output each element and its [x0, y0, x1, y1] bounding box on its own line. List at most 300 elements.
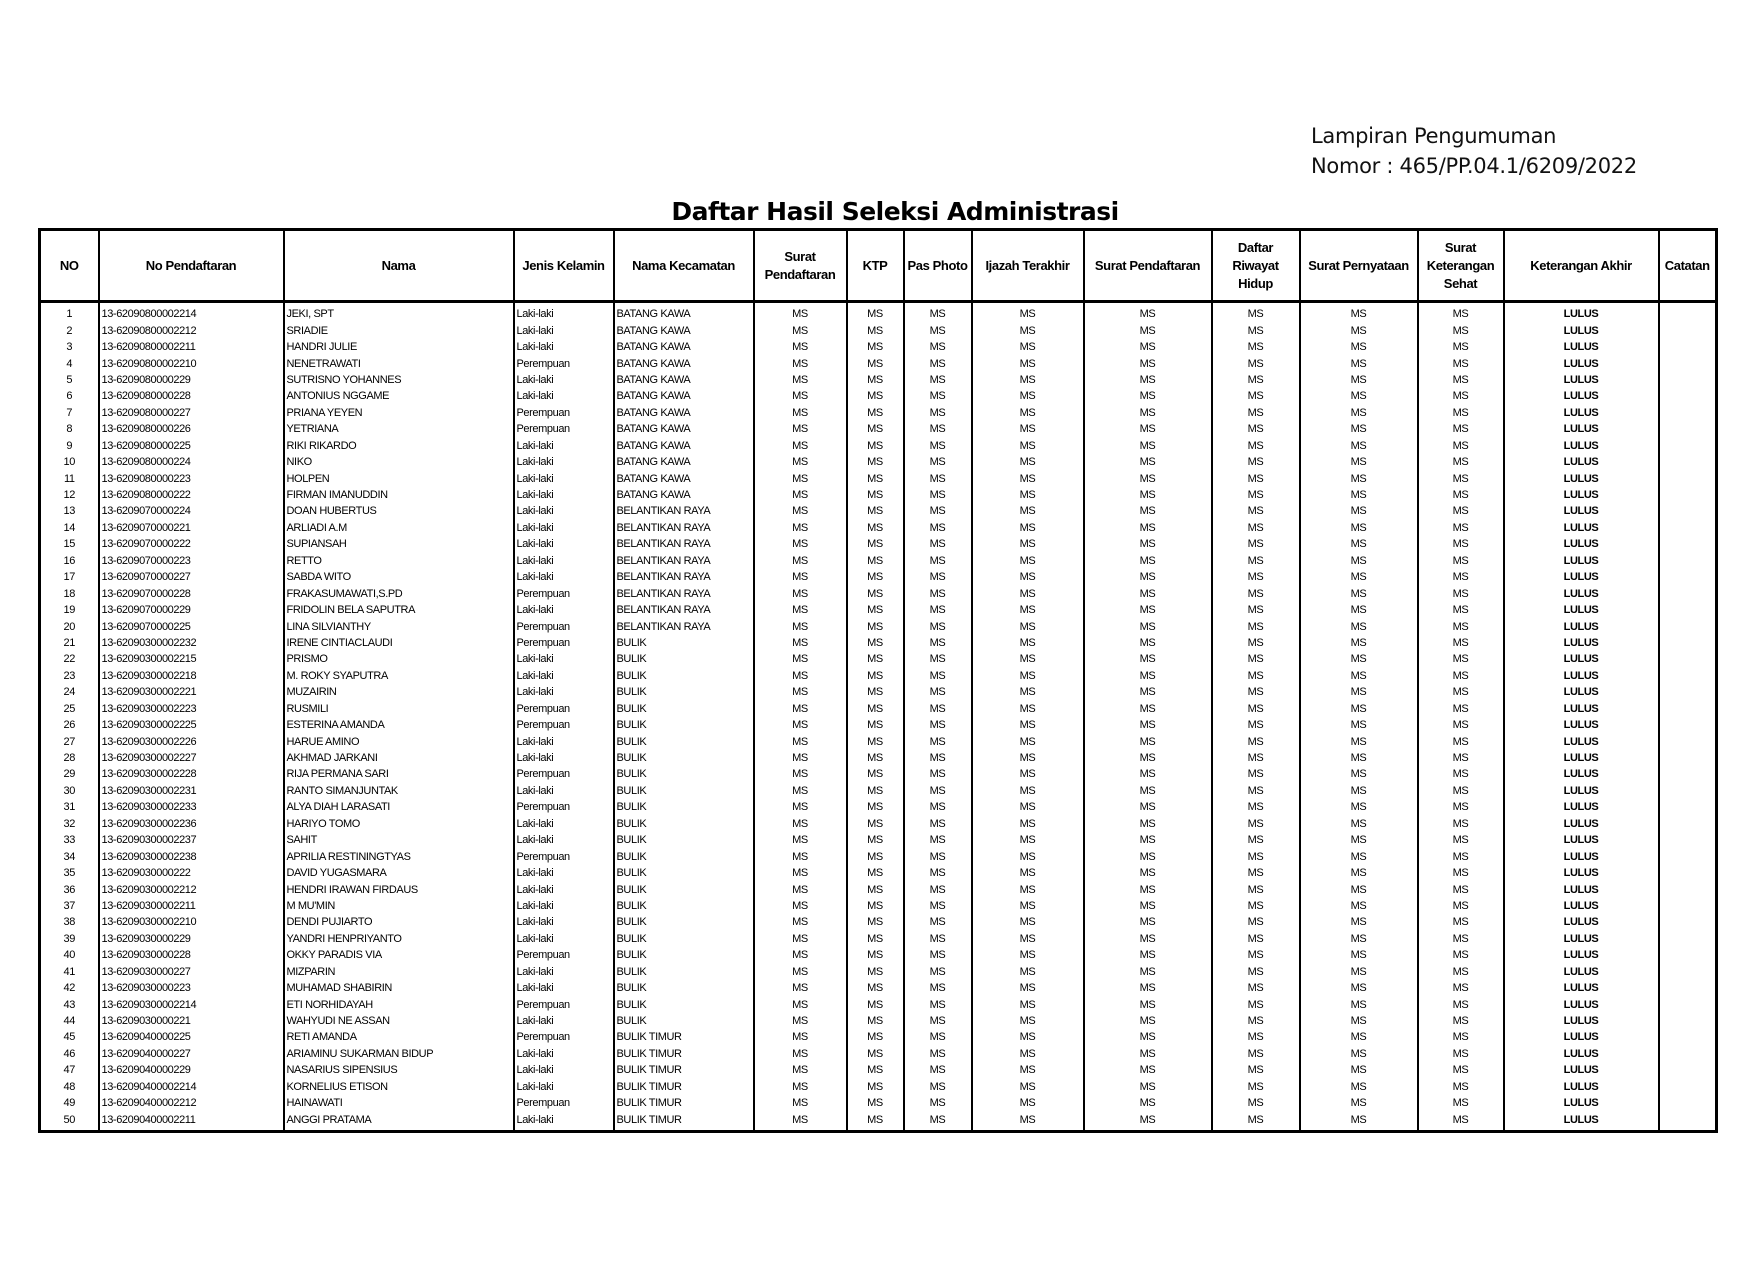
cell-no: 20	[40, 618, 99, 634]
cell-photo: MS	[904, 470, 972, 486]
cell-ktp: MS	[847, 816, 904, 832]
cell-ktp: MS	[847, 405, 904, 421]
cell-statement-letter: MS	[1300, 733, 1418, 749]
cell-notes	[1659, 980, 1717, 996]
cell-name: YETRIANA	[284, 421, 514, 437]
cell-photo: MS	[904, 996, 972, 1012]
cell-registration-number: 13-62090800002214	[99, 302, 284, 323]
cell-curriculum-vitae: MS	[1212, 799, 1300, 815]
cell-registration-letter: MS	[754, 964, 847, 980]
cell-registration-number: 13-6209030000223	[99, 980, 284, 996]
cell-curriculum-vitae: MS	[1212, 536, 1300, 552]
table-row	[40, 717, 1717, 733]
cell-registration-letter-2: MS	[1084, 503, 1212, 519]
cell-photo: MS	[904, 487, 972, 503]
cell-district: BELANTIKAN RAYA	[614, 503, 754, 519]
cell-health-certificate: MS	[1418, 421, 1504, 437]
cell-health-certificate: MS	[1418, 668, 1504, 684]
table-row	[40, 1111, 1717, 1131]
cell-registration-number: 13-62090300002226	[99, 733, 284, 749]
header-health-certificate: Surat Keterangan Sehat	[1418, 230, 1504, 302]
cell-curriculum-vitae: MS	[1212, 421, 1300, 437]
cell-district: BULIK	[614, 980, 754, 996]
cell-registration-number: 13-6209030000221	[99, 1013, 284, 1029]
cell-final-result: LULUS	[1504, 980, 1659, 996]
cell-health-certificate: MS	[1418, 1111, 1504, 1131]
cell-district: BULIK	[614, 931, 754, 947]
cell-curriculum-vitae: MS	[1212, 980, 1300, 996]
cell-statement-letter: MS	[1300, 766, 1418, 782]
cell-health-certificate: MS	[1418, 438, 1504, 454]
cell-district: BULIK	[614, 701, 754, 717]
cell-ktp: MS	[847, 1111, 904, 1131]
cell-registration-letter-2: MS	[1084, 684, 1212, 700]
cell-gender: Laki-laki	[514, 1062, 614, 1078]
cell-statement-letter: MS	[1300, 438, 1418, 454]
cell-name: AKHMAD JARKANI	[284, 750, 514, 766]
cell-district: BULIK	[614, 668, 754, 684]
cell-gender: Laki-laki	[514, 339, 614, 355]
cell-statement-letter: MS	[1300, 503, 1418, 519]
cell-photo: MS	[904, 947, 972, 963]
cell-name: NENETRAWATI	[284, 355, 514, 371]
cell-district: BATANG KAWA	[614, 470, 754, 486]
cell-registration-number: 13-6209080000229	[99, 372, 284, 388]
cell-registration-letter: MS	[754, 470, 847, 486]
cell-gender: Laki-laki	[514, 898, 614, 914]
cell-district: BATANG KAWA	[614, 339, 754, 355]
cell-last-diploma: MS	[972, 783, 1084, 799]
cell-registration-number: 13-6209030000228	[99, 947, 284, 963]
cell-notes	[1659, 701, 1717, 717]
cell-district: BULIK	[614, 635, 754, 651]
cell-ktp: MS	[847, 832, 904, 848]
cell-name: M MU'MIN	[284, 898, 514, 914]
cell-health-certificate: MS	[1418, 585, 1504, 601]
cell-registration-number: 13-62090300002214	[99, 996, 284, 1012]
cell-registration-letter-2: MS	[1084, 470, 1212, 486]
cell-photo: MS	[904, 553, 972, 569]
cell-notes	[1659, 947, 1717, 963]
cell-last-diploma: MS	[972, 865, 1084, 881]
cell-notes	[1659, 783, 1717, 799]
cell-final-result: LULUS	[1504, 1013, 1659, 1029]
cell-final-result: LULUS	[1504, 816, 1659, 832]
cell-gender: Laki-laki	[514, 520, 614, 536]
cell-no: 46	[40, 1046, 99, 1062]
cell-registration-number: 13-62090400002214	[99, 1079, 284, 1095]
cell-gender: Perempuan	[514, 701, 614, 717]
cell-last-diploma: MS	[972, 651, 1084, 667]
cell-gender: Laki-laki	[514, 914, 614, 930]
cell-last-diploma: MS	[972, 585, 1084, 601]
cell-statement-letter: MS	[1300, 947, 1418, 963]
cell-registration-letter-2: MS	[1084, 733, 1212, 749]
cell-registration-number: 13-6209070000224	[99, 503, 284, 519]
cell-no: 29	[40, 766, 99, 782]
cell-photo: MS	[904, 635, 972, 651]
cell-health-certificate: MS	[1418, 750, 1504, 766]
cell-statement-letter: MS	[1300, 536, 1418, 552]
cell-health-certificate: MS	[1418, 470, 1504, 486]
table-header-row	[40, 230, 1717, 302]
cell-ktp: MS	[847, 618, 904, 634]
cell-name: OKKY PARADIS VIA	[284, 947, 514, 963]
cell-registration-number: 13-62090300002238	[99, 848, 284, 864]
cell-final-result: LULUS	[1504, 421, 1659, 437]
cell-curriculum-vitae: MS	[1212, 454, 1300, 470]
cell-health-certificate: MS	[1418, 1046, 1504, 1062]
cell-name: PRIANA YEYEN	[284, 405, 514, 421]
cell-final-result: LULUS	[1504, 388, 1659, 404]
cell-no: 25	[40, 701, 99, 717]
cell-statement-letter: MS	[1300, 750, 1418, 766]
cell-statement-letter: MS	[1300, 388, 1418, 404]
cell-health-certificate: MS	[1418, 618, 1504, 634]
cell-no: 33	[40, 832, 99, 848]
cell-registration-letter-2: MS	[1084, 1095, 1212, 1111]
cell-registration-letter: MS	[754, 421, 847, 437]
cell-registration-letter: MS	[754, 881, 847, 897]
cell-district: BELANTIKAN RAYA	[614, 553, 754, 569]
cell-registration-letter-2: MS	[1084, 454, 1212, 470]
cell-last-diploma: MS	[972, 668, 1084, 684]
cell-name: SAHIT	[284, 832, 514, 848]
cell-registration-number: 13-62090300002218	[99, 668, 284, 684]
cell-name: DENDI PUJIARTO	[284, 914, 514, 930]
cell-ktp: MS	[847, 1079, 904, 1095]
cell-notes	[1659, 618, 1717, 634]
cell-gender: Laki-laki	[514, 503, 614, 519]
cell-statement-letter: MS	[1300, 799, 1418, 815]
cell-gender: Perempuan	[514, 996, 614, 1012]
cell-curriculum-vitae: MS	[1212, 339, 1300, 355]
cell-final-result: LULUS	[1504, 750, 1659, 766]
cell-registration-letter: MS	[754, 487, 847, 503]
cell-final-result: LULUS	[1504, 553, 1659, 569]
cell-registration-number: 13-62090300002210	[99, 914, 284, 930]
cell-statement-letter: MS	[1300, 355, 1418, 371]
cell-ktp: MS	[847, 635, 904, 651]
cell-registration-letter-2: MS	[1084, 520, 1212, 536]
cell-photo: MS	[904, 454, 972, 470]
cell-no: 6	[40, 388, 99, 404]
cell-no: 15	[40, 536, 99, 552]
cell-registration-number: 13-62090300002223	[99, 701, 284, 717]
cell-curriculum-vitae: MS	[1212, 898, 1300, 914]
cell-photo: MS	[904, 1029, 972, 1045]
cell-no: 39	[40, 931, 99, 947]
cell-curriculum-vitae: MS	[1212, 503, 1300, 519]
cell-district: BULIK	[614, 816, 754, 832]
cell-district: BULIK	[614, 832, 754, 848]
cell-last-diploma: MS	[972, 503, 1084, 519]
cell-final-result: LULUS	[1504, 454, 1659, 470]
cell-notes	[1659, 470, 1717, 486]
cell-ktp: MS	[847, 783, 904, 799]
cell-registration-number: 13-62090300002212	[99, 881, 284, 897]
cell-registration-letter-2: MS	[1084, 750, 1212, 766]
cell-final-result: LULUS	[1504, 799, 1659, 815]
cell-district: BULIK	[614, 898, 754, 914]
cell-notes	[1659, 322, 1717, 338]
table-row	[40, 322, 1717, 338]
cell-registration-number: 13-62090300002231	[99, 783, 284, 799]
cell-registration-number: 13-62090300002232	[99, 635, 284, 651]
cell-final-result: LULUS	[1504, 701, 1659, 717]
cell-gender: Laki-laki	[514, 651, 614, 667]
cell-photo: MS	[904, 848, 972, 864]
cell-last-diploma: MS	[972, 964, 1084, 980]
cell-district: BULIK	[614, 881, 754, 897]
table-row	[40, 865, 1717, 881]
cell-gender: Perempuan	[514, 717, 614, 733]
table-row	[40, 898, 1717, 914]
cell-final-result: LULUS	[1504, 832, 1659, 848]
cell-name: RUSMILI	[284, 701, 514, 717]
cell-registration-letter: MS	[754, 1079, 847, 1095]
header-registration-number: No Pendaftaran	[99, 230, 284, 302]
cell-registration-letter: MS	[754, 980, 847, 996]
cell-statement-letter: MS	[1300, 1013, 1418, 1029]
cell-gender: Laki-laki	[514, 536, 614, 552]
cell-statement-letter: MS	[1300, 996, 1418, 1012]
cell-registration-letter-2: MS	[1084, 701, 1212, 717]
cell-curriculum-vitae: MS	[1212, 964, 1300, 980]
cell-gender: Laki-laki	[514, 750, 614, 766]
cell-notes	[1659, 553, 1717, 569]
cell-registration-number: 13-6209040000225	[99, 1029, 284, 1045]
cell-gender: Laki-laki	[514, 1079, 614, 1095]
cell-last-diploma: MS	[972, 733, 1084, 749]
cell-photo: MS	[904, 865, 972, 881]
cell-no: 41	[40, 964, 99, 980]
cell-final-result: LULUS	[1504, 964, 1659, 980]
cell-photo: MS	[904, 520, 972, 536]
cell-final-result: LULUS	[1504, 618, 1659, 634]
cell-registration-letter-2: MS	[1084, 832, 1212, 848]
cell-statement-letter: MS	[1300, 339, 1418, 355]
cell-last-diploma: MS	[972, 438, 1084, 454]
cell-no: 27	[40, 733, 99, 749]
cell-notes	[1659, 816, 1717, 832]
cell-ktp: MS	[847, 980, 904, 996]
cell-no: 1	[40, 302, 99, 323]
cell-last-diploma: MS	[972, 553, 1084, 569]
cell-statement-letter: MS	[1300, 816, 1418, 832]
cell-ktp: MS	[847, 339, 904, 355]
cell-gender: Laki-laki	[514, 733, 614, 749]
cell-registration-letter: MS	[754, 1095, 847, 1111]
cell-curriculum-vitae: MS	[1212, 1111, 1300, 1131]
cell-last-diploma: MS	[972, 1095, 1084, 1111]
cell-ktp: MS	[847, 865, 904, 881]
table-row	[40, 733, 1717, 749]
table-row	[40, 1095, 1717, 1111]
cell-curriculum-vitae: MS	[1212, 438, 1300, 454]
cell-registration-number: 13-6209080000223	[99, 470, 284, 486]
cell-health-certificate: MS	[1418, 684, 1504, 700]
cell-registration-number: 13-62090300002211	[99, 898, 284, 914]
cell-name: JEKI, SPT	[284, 302, 514, 323]
cell-notes	[1659, 766, 1717, 782]
cell-district: BELANTIKAN RAYA	[614, 585, 754, 601]
cell-no: 14	[40, 520, 99, 536]
cell-no: 28	[40, 750, 99, 766]
cell-notes	[1659, 503, 1717, 519]
cell-registration-letter: MS	[754, 585, 847, 601]
cell-last-diploma: MS	[972, 980, 1084, 996]
cell-curriculum-vitae: MS	[1212, 1029, 1300, 1045]
cell-no: 32	[40, 816, 99, 832]
cell-ktp: MS	[847, 322, 904, 338]
cell-registration-letter-2: MS	[1084, 487, 1212, 503]
cell-registration-letter: MS	[754, 1029, 847, 1045]
cell-notes	[1659, 1029, 1717, 1045]
cell-registration-letter: MS	[754, 520, 847, 536]
cell-registration-letter-2: MS	[1084, 1111, 1212, 1131]
table-row	[40, 684, 1717, 700]
cell-curriculum-vitae: MS	[1212, 553, 1300, 569]
cell-photo: MS	[904, 931, 972, 947]
cell-registration-letter: MS	[754, 322, 847, 338]
cell-health-certificate: MS	[1418, 372, 1504, 388]
cell-notes	[1659, 881, 1717, 897]
cell-statement-letter: MS	[1300, 569, 1418, 585]
cell-last-diploma: MS	[972, 701, 1084, 717]
cell-name: DAVID YUGASMARA	[284, 865, 514, 881]
cell-notes	[1659, 733, 1717, 749]
cell-notes	[1659, 1095, 1717, 1111]
cell-statement-letter: MS	[1300, 651, 1418, 667]
cell-last-diploma: MS	[972, 1029, 1084, 1045]
cell-name: RETTO	[284, 553, 514, 569]
cell-registration-letter: MS	[754, 339, 847, 355]
cell-registration-number: 13-62090300002237	[99, 832, 284, 848]
cell-gender: Laki-laki	[514, 964, 614, 980]
cell-registration-number: 13-6209080000228	[99, 388, 284, 404]
cell-registration-letter: MS	[754, 848, 847, 864]
cell-last-diploma: MS	[972, 355, 1084, 371]
cell-name: ARIAMINU SUKARMAN BIDUP	[284, 1046, 514, 1062]
cell-photo: MS	[904, 421, 972, 437]
cell-registration-letter-2: MS	[1084, 964, 1212, 980]
cell-final-result: LULUS	[1504, 1111, 1659, 1131]
cell-health-certificate: MS	[1418, 1095, 1504, 1111]
cell-name: SUPIANSAH	[284, 536, 514, 552]
cell-no: 34	[40, 848, 99, 864]
table-row	[40, 1062, 1717, 1078]
table-row	[40, 602, 1717, 618]
table-row	[40, 783, 1717, 799]
cell-notes	[1659, 438, 1717, 454]
cell-no: 12	[40, 487, 99, 503]
cell-health-certificate: MS	[1418, 503, 1504, 519]
cell-notes	[1659, 536, 1717, 552]
cell-district: BULIK	[614, 964, 754, 980]
cell-registration-letter-2: MS	[1084, 651, 1212, 667]
cell-district: BULIK	[614, 914, 754, 930]
cell-notes	[1659, 388, 1717, 404]
cell-notes	[1659, 520, 1717, 536]
cell-district: BATANG KAWA	[614, 355, 754, 371]
cell-last-diploma: MS	[972, 684, 1084, 700]
cell-final-result: LULUS	[1504, 1046, 1659, 1062]
document-title: Daftar Hasil Seleksi Administrasi	[671, 197, 1119, 226]
cell-registration-number: 13-6209070000225	[99, 618, 284, 634]
table-row	[40, 302, 1717, 323]
cell-photo: MS	[904, 1062, 972, 1078]
cell-statement-letter: MS	[1300, 487, 1418, 503]
cell-final-result: LULUS	[1504, 783, 1659, 799]
cell-last-diploma: MS	[972, 536, 1084, 552]
cell-notes	[1659, 405, 1717, 421]
cell-photo: MS	[904, 1046, 972, 1062]
table-row	[40, 651, 1717, 667]
cell-registration-letter-2: MS	[1084, 1062, 1212, 1078]
cell-gender: Laki-laki	[514, 783, 614, 799]
cell-ktp: MS	[847, 569, 904, 585]
cell-registration-letter: MS	[754, 931, 847, 947]
cell-curriculum-vitae: MS	[1212, 487, 1300, 503]
table-row	[40, 421, 1717, 437]
cell-photo: MS	[904, 832, 972, 848]
cell-name: M. ROKY SYAPUTRA	[284, 668, 514, 684]
cell-final-result: LULUS	[1504, 635, 1659, 651]
cell-notes	[1659, 635, 1717, 651]
cell-gender: Perempuan	[514, 766, 614, 782]
cell-statement-letter: MS	[1300, 783, 1418, 799]
cell-no: 48	[40, 1079, 99, 1095]
cell-registration-number: 13-62090400002212	[99, 1095, 284, 1111]
cell-registration-letter-2: MS	[1084, 980, 1212, 996]
cell-curriculum-vitae: MS	[1212, 848, 1300, 864]
cell-notes	[1659, 569, 1717, 585]
cell-registration-letter-2: MS	[1084, 635, 1212, 651]
cell-statement-letter: MS	[1300, 865, 1418, 881]
cell-ktp: MS	[847, 733, 904, 749]
cell-registration-number: 13-62090300002233	[99, 799, 284, 815]
cell-photo: MS	[904, 438, 972, 454]
cell-photo: MS	[904, 405, 972, 421]
cell-no: 3	[40, 339, 99, 355]
cell-final-result: LULUS	[1504, 470, 1659, 486]
cell-registration-letter-2: MS	[1084, 717, 1212, 733]
table-row	[40, 470, 1717, 486]
table-row	[40, 964, 1717, 980]
cell-no: 30	[40, 783, 99, 799]
cell-health-certificate: MS	[1418, 388, 1504, 404]
cell-notes	[1659, 848, 1717, 864]
cell-ktp: MS	[847, 750, 904, 766]
table-row	[40, 1029, 1717, 1045]
cell-last-diploma: MS	[972, 750, 1084, 766]
cell-district: BULIK	[614, 733, 754, 749]
cell-registration-letter-2: MS	[1084, 438, 1212, 454]
cell-last-diploma: MS	[972, 635, 1084, 651]
cell-ktp: MS	[847, 684, 904, 700]
cell-ktp: MS	[847, 470, 904, 486]
cell-notes	[1659, 372, 1717, 388]
cell-registration-letter-2: MS	[1084, 372, 1212, 388]
cell-last-diploma: MS	[972, 602, 1084, 618]
cell-curriculum-vitae: MS	[1212, 816, 1300, 832]
cell-gender: Laki-laki	[514, 865, 614, 881]
cell-photo: MS	[904, 503, 972, 519]
cell-no: 23	[40, 668, 99, 684]
cell-name: KORNELIUS ETISON	[284, 1079, 514, 1095]
cell-name: DOAN HUBERTUS	[284, 503, 514, 519]
